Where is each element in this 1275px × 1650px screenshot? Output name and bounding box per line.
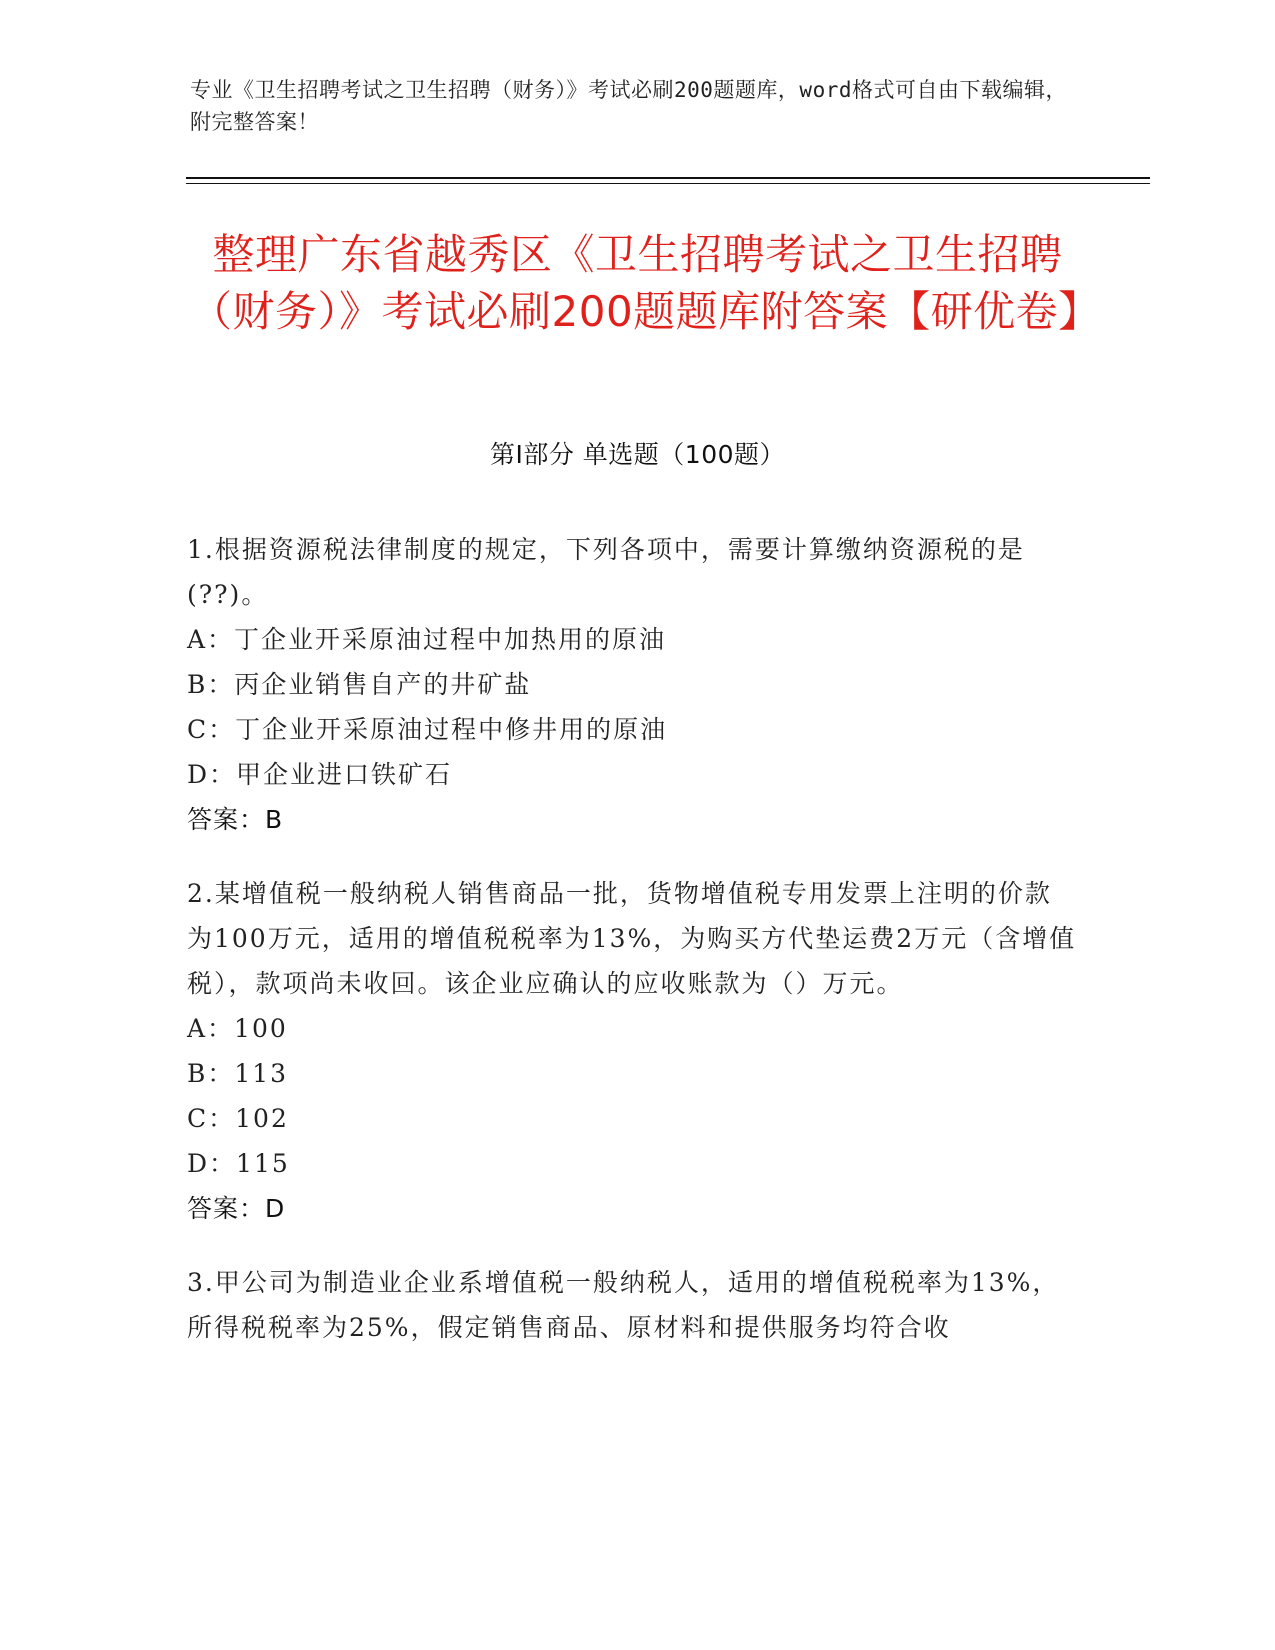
option-d: D：甲企业进口铁矿石	[187, 760, 453, 789]
section-title: 第I部分 单选题（100题）	[489, 440, 786, 469]
question-stem: 1.根据资源税法律制度的规定，下列各项中，需要计算缴纳资源税的是(??)。	[187, 535, 1025, 609]
question-stem: 3.甲公司为制造业企业系增值税一般纳税人，适用的增值税税率为13%，所得税税率为25%，假定销售商品、原材料和提供服务均符合收	[187, 1268, 1060, 1342]
document-title: 整理广东省越秀区《卫生招聘考试之卫生招聘（财务）》考试必刷200题题库附答案【研优卷】	[190, 230, 1101, 336]
option-c: C：102	[187, 1104, 289, 1133]
question-2	[187, 871, 1077, 1231]
option-b: B：113	[187, 1059, 289, 1088]
header-divider-thin	[186, 183, 1150, 184]
header-divider-thick	[186, 177, 1150, 179]
question-list	[187, 527, 1077, 1379]
option-a: A：丁企业开采原油过程中加热用的原油	[187, 625, 667, 654]
header-note: 专业《卫生招聘考试之卫生招聘（财务）》考试必刷200题题库，word格式可自由下载编辑，附完整答案！	[190, 78, 1067, 134]
option-d: D：115	[187, 1149, 290, 1178]
question-3	[187, 1260, 1077, 1350]
option-a: A：100	[187, 1014, 288, 1043]
option-b: B：丙企业销售自产的井矿盐	[187, 670, 532, 699]
answer: 答案：B	[187, 805, 284, 834]
question-1	[187, 527, 1077, 842]
answer: 答案：D	[187, 1194, 286, 1223]
question-stem: 2.某增值税一般纳税人销售商品一批，货物增值税专用发票上注明的价款为100万元，适用的增值税税率为13%，为购买方代垫运费2万元（含增值税），款项尚未收回。该企业应确认的应收账款为（）万元。	[187, 879, 1077, 998]
option-c: C：丁企业开采原油过程中修井用的原油	[187, 715, 668, 744]
